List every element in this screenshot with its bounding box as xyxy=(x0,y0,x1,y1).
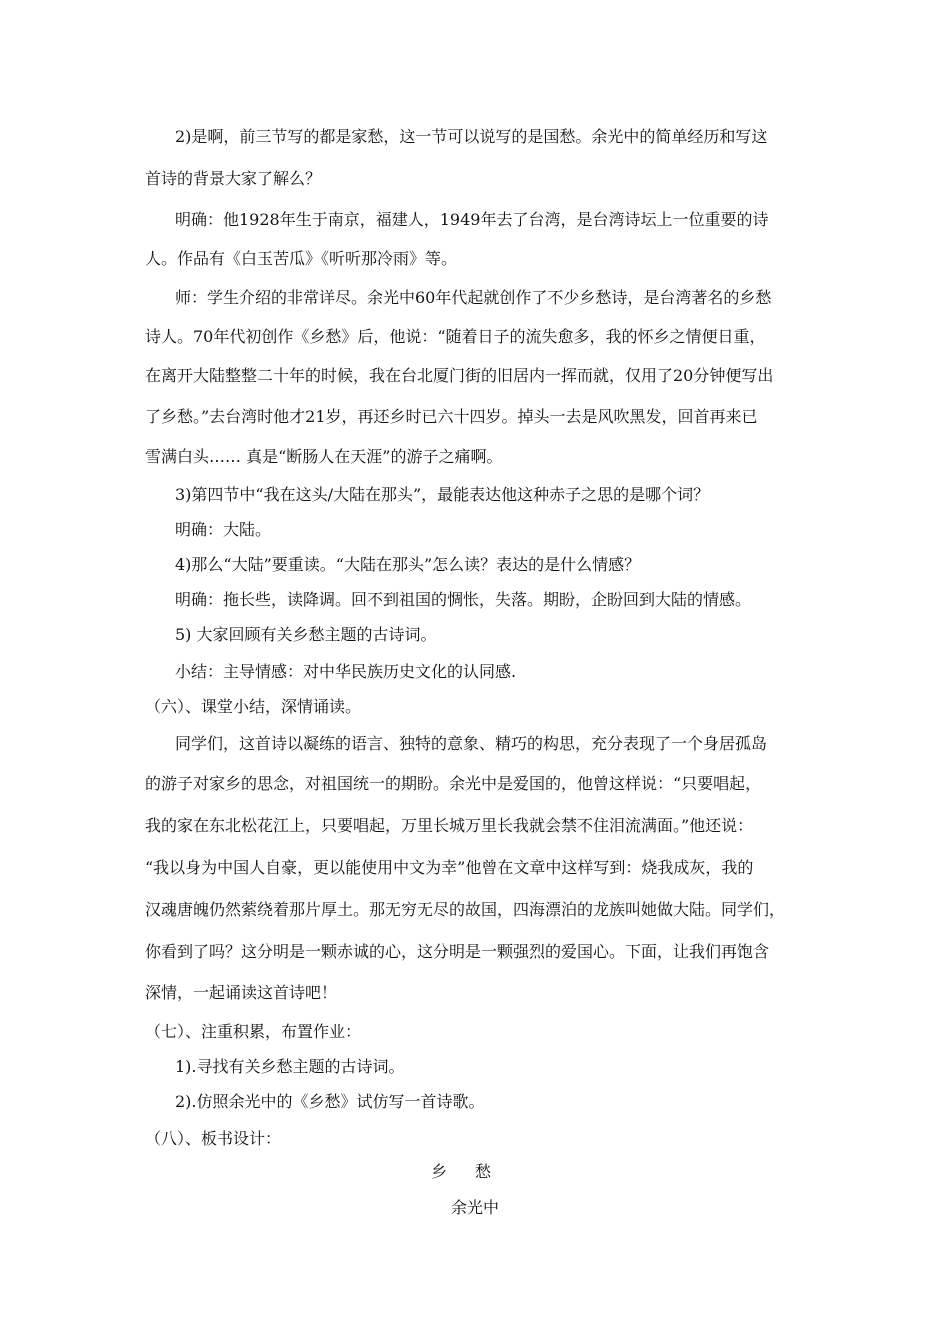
paragraph-line: 了乡愁。”去台湾时他才21岁，再还乡时已六十四岁。掉头一去是风吹黑发，回首再来已 xyxy=(145,407,758,426)
paragraph-line: 4)那么“大陆”要重读。“大陆在那头”怎么读？表达的是什么情感？ xyxy=(175,555,641,574)
paragraph-line: 明确：大陆。 xyxy=(175,520,272,539)
paragraph-line: 深情，一起诵读这首诗吧！ xyxy=(145,983,338,1002)
section-heading: （六）、课堂小结，深情诵读。 xyxy=(145,697,362,716)
paragraph-line: 明确：他1928年生于南京，福建人，1949年去了台湾，是台湾诗坛上一位重要的诗 xyxy=(175,210,769,229)
paragraph-line: 我的家在东北松花江上，只要唱起，万里长城万里长我就会禁不住泪流满面。”他还说： xyxy=(145,816,754,835)
list-item: 1).寻找有关乡愁主题的古诗词。 xyxy=(175,1057,405,1076)
board-author: 余光中 xyxy=(450,1198,499,1217)
paragraph-line: 在离开大陆整整二十年的时候，我在台北厦门街的旧居内一挥而就，仅用了20分钟便写出 xyxy=(145,366,774,385)
paragraph-line: 你看到了吗？这分明是一颗赤诚的心，这分明是一颗强烈的爱国心。下面，让我们再饱含 xyxy=(145,942,770,961)
paragraph-line: 同学们，这首诗以凝练的语言、独特的意象、精巧的构思，充分表现了一个身居孤岛 xyxy=(175,734,768,753)
paragraph-line: 3)第四节中“我在这头/大陆在那头”，最能表达他这种赤子之思的是哪个词？ xyxy=(175,485,710,504)
paragraph-line: 5) 大家回顾有关乡愁主题的古诗词。 xyxy=(175,625,437,644)
paragraph-line: 小结：主导情感：对中华民族历史文化的认同感. xyxy=(175,662,517,681)
paragraph-line: 汉魂唐魄仍然萦绕着那片厚土。那无穷无尽的故国，四海漂泊的龙族叫她做大陆。同学们， xyxy=(145,900,786,919)
section-heading: （八）、板书设计： xyxy=(145,1129,282,1148)
paragraph-line: 明确：拖长些，读降调。回不到祖国的惆怅，失落。期盼，企盼回到大陆的情感。 xyxy=(175,590,752,609)
paragraph-line: 人。作品有《白玉苦瓜》《听听那冷雨》等。 xyxy=(145,249,458,268)
paragraph-line: 2)是啊，前三节写的都是家愁，这一节可以说写的是国愁。余光中的简单经历和写这 xyxy=(175,127,768,146)
list-item: 2).仿照余光中的《乡愁》试仿写一首诗歌。 xyxy=(175,1092,485,1111)
paragraph-line: “我以身为中国人自豪，更以能使用中文为幸”他曾在文章中这样写到：烧我成灰，我的 xyxy=(145,858,754,877)
paragraph-line: 首诗的背景大家了解么？ xyxy=(145,169,322,188)
board-title: 乡愁 xyxy=(430,1162,519,1181)
paragraph-line: 诗人。70年代初创作《乡愁》后，他说：“随着日子的流失愈多，我的怀乡之情便日重， xyxy=(145,327,766,346)
paragraph-line: 师：学生介绍的非常详尽。余光中60年代起就创作了不少乡愁诗，是台湾著名的乡愁 xyxy=(175,288,772,307)
paragraph-line: 的游子对家乡的思念，对祖国统一的期盼。余光中是爱国的，他曾这样说：“只要唱起， xyxy=(145,774,762,793)
paragraph-line: 雪满白头…… 真是“断肠人在天涯”的游子之痛啊。 xyxy=(145,447,503,466)
section-heading: （七）、注重积累，布置作业： xyxy=(145,1022,362,1041)
